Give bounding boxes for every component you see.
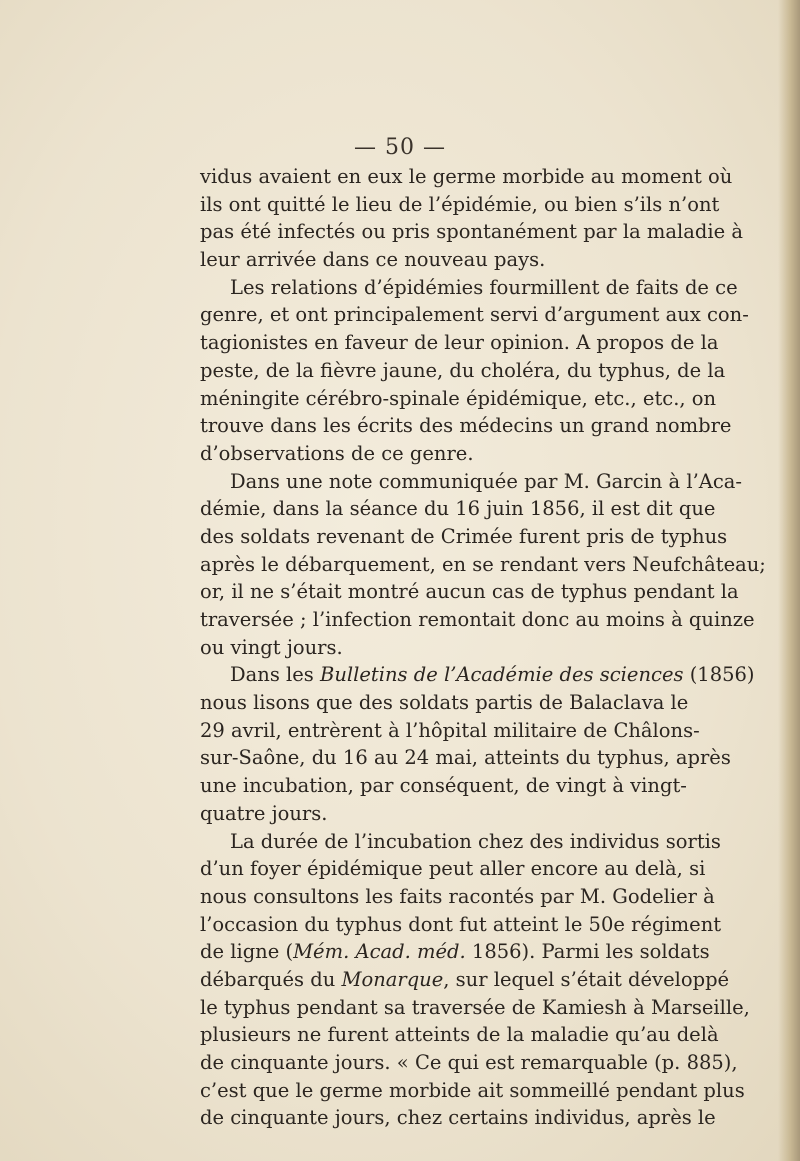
text-line [200,218,743,246]
text-run: méningite cérébro-spinale épidémique, etc., etc., on [200,386,717,410]
italic-text: Mém. Acad. méd. [293,940,466,964]
text-run: sur-Saône, du 16 au 24 mai, atteints du typhus, après [200,746,731,770]
body-text [200,163,766,1132]
text-run: trouve dans les écrits des médecins un grand nombre [200,414,732,438]
text-run: de ligne ( [200,940,294,964]
text-run: ils ont quitté le lieu de l’épidémie, ou bien s’ils n’ont [200,192,720,216]
text-run: Dans les [230,663,321,687]
text-run: nous consultons les faits racontés par M. Godelier à [200,884,715,908]
text-line [200,966,730,994]
page-number: — 50 — [354,135,446,160]
text-run: peste, de la fièvre jaune, du choléra, du typhus, de la [200,358,726,382]
text-line [200,1049,738,1077]
text-line [200,274,738,302]
text-line [200,855,706,883]
text-line [200,495,716,523]
text-line [200,440,672,468]
text-run: une incubation, par conséquent, de vingt à vingt- [200,774,687,798]
text-line [200,634,672,662]
text-run: après le débarquement, en se rendant vers Neufchâteau; [200,552,766,576]
text-run: vidus avaient en eux le germe morbide au moment où [200,165,733,188]
page-edge-shadow [778,0,800,1161]
text-line [200,606,755,634]
text-line [200,800,672,828]
text-line [200,883,715,911]
text-line [200,301,749,329]
text-line [200,744,731,772]
text-line [200,1104,716,1132]
text-run: l’occasion du typhus dont fut atteint le 50e régiment [200,912,722,936]
text-line [200,1021,719,1049]
text-line [200,828,721,856]
text-run: le typhus pendant sa traversée de Kamiesh à Marseille, [200,995,750,1019]
text-run: genre, et ont principalement servi d’argument aux con- [200,303,749,327]
text-line [200,246,672,274]
text-run: de cinquante jours. « Ce qui est remarquable (p. 885), [200,1051,738,1074]
text-run: Les relations d’épidémies fourmillent de faits de ce [230,275,738,299]
text-line [200,994,750,1022]
text-run: leur arrivée dans ce nouveau pays. [200,248,546,272]
text-run: plusieurs ne furent atteints de la maladie qu’au delà [200,1023,719,1047]
text-run: des soldats revenant de Crimée furent pris de typhus [200,524,728,548]
text-run: (1856) [683,663,755,687]
text-line [200,329,719,357]
text-line [200,689,689,717]
text-run: Dans une note communiquée par M. Garcin à l’Aca- [230,469,742,493]
text-line [200,772,687,800]
text-line [200,938,710,966]
text-run: d’un foyer épidémique peut aller encore au delà, si [200,857,706,881]
text-line [200,661,755,689]
text-line [200,911,722,939]
text-line [200,357,726,385]
text-line [200,468,742,496]
italic-text: Bulletins de l’Académie des sciences [320,663,684,687]
text-run: démie, dans la séance du 16 juin 1856, il est dit que [200,497,716,521]
text-line [200,717,700,745]
text-run: La durée de l’incubation chez des individus sortis [230,829,721,853]
text-run: tagionistes en faveur de leur opinion. A propos de la [200,331,719,355]
text-line [200,191,720,219]
text-line [200,578,739,606]
text-run: de cinquante jours, chez certains individus, après le [200,1106,716,1130]
text-run: traversée ; l’infection remontait donc au moins à quinze [200,608,755,631]
text-line [200,523,728,551]
text-run: 1856). Parmi les soldats [465,940,710,964]
text-run: c’est que le germe morbide ait sommeillé pendant plus [200,1078,745,1102]
text-run: pas été infectés ou pris spontanément par la maladie à [200,220,743,244]
text-line [200,551,766,579]
text-line [200,1077,745,1105]
text-run: ou vingt jours. [200,635,343,659]
text-line [200,385,717,413]
text-run: nous lisons que des soldats partis de Balaclava le [200,691,689,715]
text-line [200,412,732,440]
text-run: quatre jours. [200,801,328,825]
text-run: 29 avril, entrèrent à l’hôpital militaire de Châlons- [200,718,700,742]
text-run: débarqués du [200,967,342,991]
italic-text: Monarque [341,967,444,991]
text-line [200,163,733,191]
text-run: , sur lequel s’était développé [443,967,730,991]
text-run: or, il ne s’était montré aucun cas de typhus pendant la [200,580,739,604]
text-run: d’observations de ce genre. [200,441,474,465]
